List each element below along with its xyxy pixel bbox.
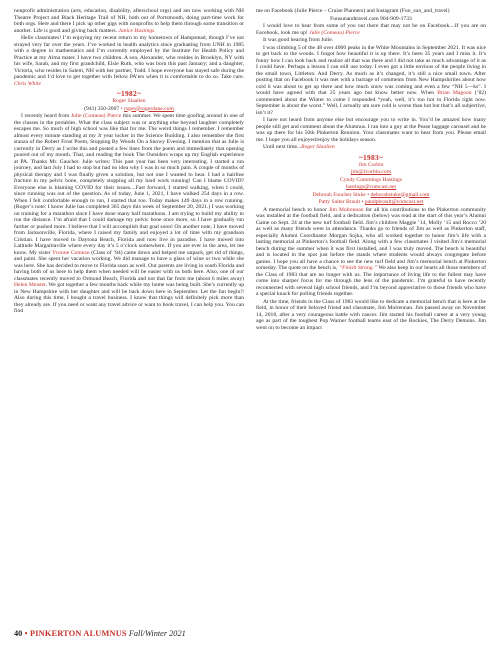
person-name: Brian Magoon (437, 90, 472, 96)
person-name: Julie (Comeau) Pierce (70, 113, 122, 119)
class-heading-1983 (256, 154, 486, 206)
paragraph: A memorial bench to honor Jim Mulrennan for all his contributions to the Pinkerton community was installed at the football field, and a dedication (below) was read at the start of this year’s Alumni Game on Sept. 24 at the new turf football field. Jim’s children Maggie ’14, Molly ’15 and Rocco ’20 as well as many friends were in attendance. Thanks go to friends of Jim as well as Pinkerton staff, especially Alumni Coordinator Morgan Sojka, who all worked together to honor Jim’s life with a lasting memorial at Pinkerton’s football field. Along with a few classmates I visited Jim’s memorial bench during the summer when it was first installed, and I was truly moved. The bench is beautiful and is located in the spot just before the stands where students would always congregate before games. I hope you all have a chance to see the new turf field and Jim’s memorial bench at Pinkerton someday. The quote on the bench is, “Finish Strong.” We also keep in our hearts all those members of the Class of 1983 that are no longer with us. The importance of living life to the fullest may have come into sharper focus for me through the lens of the pandemic. I’m grateful to have recently reconnected with several high school friends, and I’m beyond appreciative to those friends who have a special knack for pulling friends together. (256, 206, 486, 297)
author-name: Julie (Comeau) Pierce (309, 29, 360, 36)
paragraph: It was good hearing from Julie. (263, 37, 334, 43)
class-heading-1982 (14, 90, 244, 112)
class-year: ~1982~ (116, 89, 142, 98)
issue-date: Fall/Winter 2021 (128, 629, 186, 638)
class-rep-email-link[interactable]: jim@Jcorbin.com (350, 169, 392, 175)
class-rep-email-link[interactable]: deborahstuke@gmail.com (370, 191, 430, 198)
paragraph: nonprofit administration (arts, education, disability, afterschool orgs) and am now working with NH Theatre Project and Black Heritage Trail of NH, both out of Portsmouth, doing part-time work for both orgs. Here and there I pick up other gigs with nonprofits to help them through some transition or another. Life is good and giving back matters. Janice Hastings (14, 8, 244, 34)
class-rep-name: Cyndy Cummings Hastings (339, 176, 403, 183)
class-rep-name: Jim Corbin (358, 161, 384, 168)
person-name: Helen Meister (14, 282, 46, 288)
article-columns (14, 8, 486, 620)
paragraph: Until next time...Roger Slaalien (263, 144, 335, 150)
person-name: Jim Mulrennan (328, 206, 364, 213)
paragraph: I have not heard from anyone else but encourage you to write in. You’d be amazed how many people still get and comment about the Alumnus. I ran into a guy at the Pease luggage carousel and he was up there for his 50th Pinkerton Reunion. Your classmates want to hear from you. Please email me. I hope you all enjoyed/enjoy the holidays season. (256, 117, 486, 143)
left-column (14, 8, 244, 620)
page-number: 40 (14, 629, 23, 638)
author-name: Roger Slaalien (301, 144, 335, 150)
paragraph: I would love to hear from some of you out there that may not be on Facebook....If you are on Facebook, look me up! Julie (Comeau) Pierce (256, 23, 486, 36)
paragraph: I recently heard from Julie (Comeau) Pierce this summer. We spent time goofing around in one of the classes in the portables. What the class subject was or anything else beyond laughter completely escapes me. So much of high school was like that for me. The weird things I remember. I remember almost every minute standing at my Jr year locker in the Science Building. I also remember the first stanza of the Robert Frost Poem, Stopping By Woods On a Snowy Evening. I mention that as Julie is currently in Derry as I write this and posted a few lines from the poem and immediately that opening poured out of my mouth. That, and reading the book The Outsiders wraps up my English experience at PA. Thanks Mr. Gaucher. Julie writes: This past year has been very interesting. I started a run journey, and last July I had to stop but had no idea why I was in so much pain. A couple of months of physical therapy and I was finally given a solution, but not one I wanted to hear. I had a hairline fracture in my pelvic bone, completely stopping all my hard work running! Can I blame COVID? Everyone else is blaming COVID for their issues....Fast forward, I started walking, when I could, since running was out of the question. As of today, June 1, 2021, I have walked 254 days in a row. When I felt comfortable enough to run, I started that too. Today makes 149 days in a row running. (Roger’s note: I know Julie has completed 365 days this week of September 20, 2021.) I was working on training for a marathon since I have done many half marathons. I am trying to build my ability to run the distance. I’m afraid that I could damage my pelvic bone once more, so I have gradually run farther or pushed more. I believe that I will accomplish that goal soon! On another note, I have moved from Jacksonville, Florida, where I raised my family and enjoyed a lot of time with my grandson Cristian. I have moved to Daytona Beach, Florida and now live in paradise. I have moved into Latitude Margaritaville where every day it’s 5 o’clock somewhere. If you are ever in the area, let me know. My sister Yvonne Comeau (Class of ’84) came down and helped me unpack, get rid of things, and paint. She spent her vacation working. We did manage to have a glass of wine or two while she was here. She has decided to move to Florida soon as well. Our parents are living in south Florida and having both of us here to help them when needed will be easier with us both here. Also, one of our classmates recently moved to Ormond Beach, Florida and not that far from me (about 6 miles away) Helen Meister. We got together a few months back while my home was being built. She’s currently up in New Hampshire with her daughter and will be back down here in September. Let the fun begin!! Also during this time, I bought a travel business. I know that things will definitely pick more than they already are. If you need or want any travel advice or want to book travel, I can help you. You can find (14, 113, 244, 314)
page-footer (14, 629, 186, 639)
author-name: Chris White (14, 80, 41, 87)
class-rep-email-link[interactable]: hastings@comcast.net (345, 184, 397, 190)
right-column (256, 8, 486, 620)
paragraph: I was climbing 5 of the 48 over 4000 peaks in the White Mountains in September 2021. It was nice to get back to the woods. I forgot how beautiful it is up there. It’s been 35 years and I miss it. It’s funny how I can look back and realize all that was there and I did not take as much advantage of it as I could have. Perhaps a lesson I can still use today. I even got a little envious of the people living in the small town, Littleton. And Derry. As much as it’s changed, it’s still a nice small town. After posting that on Facebook it was met with a barrage of comments from New Hampshirites about how cold it was about to get up there and how much snow was coming and even a few “NH 5—ks”. I would have agreed with that 25 years ago but know better now. When Brian Magoon (’82) commented about the Winter to come I responded “yeah, well, it’s too hot in Florida right now. September is about the worst.” Well, I actually am sure cold is worse than hot but that’s all subjective, isn’t it? (256, 44, 486, 116)
paragraph: At the time, friends in the Class of 1983 would like to dedicate a memorial bench that is here at the field, in honor of their beloved friend and classmate, Jim Mulrennan. Jim passed away on November 14, 2018, after a very courageous battle with cancer. Jim started his football career at a very young age as part of the toughest Pop Warner football teams east of the Rockies, The Derry Demons. Jim went on to become an impact (256, 298, 486, 331)
bench-quote: “Finish Strong.” (338, 265, 378, 271)
publication-title: PINKERTON ALUMNUS (29, 629, 127, 638)
paragraph: me on Facebook (Julie Pierce – Cruise Planners) and Instagram (Fun_sun_and_travel) (256, 8, 450, 14)
footer-separator: • (22, 629, 30, 638)
author-name: Janice Hastings (118, 27, 155, 34)
person-name: Yvonne Comeau (51, 249, 90, 256)
class-rep-contact: Deborah Foucher Stuke • deborahstuke@gmail.com (312, 191, 430, 198)
paragraph: Hello classmates! I’m enjoying my recent return to my hometown of Hampstead, though I’ve not strayed very far over the years. I’ve worked in health analytics since graduating from UNH in 1985 with a degree in mathematics and I’m currently employed by the Institute for Health Policy and Practice at my Alma mater. I have two children. A son, Alexander, who resides in Brooklyn, NY with his wife, Sarah, and my first grandchild, Elsie Ruth, who was born this past January; and a daughter, Victoria, who resides in Salem, NH with her partner, Todd. I hope everyone has stayed safe during the pandemic and I’d love to get together with fellow PA’ers when it is comfortable to do so. Take care. Chris White (14, 35, 244, 87)
class-rep-email-link[interactable]: rsger@rogerdane.com (123, 105, 174, 112)
class-rep-contact: Patty Salter Brault • pandpbrault@comcast.net (318, 199, 424, 205)
class-rep-name: Roger Slaalien (112, 98, 146, 104)
class-rep-email-link[interactable]: pandpbrault@comcast.net (364, 199, 424, 205)
class-rep-contact: (941) 350-2007 • rsger@rogerdane.com (84, 105, 174, 112)
class-year: ~1983~ (358, 152, 384, 162)
website-contact: Funsunandtravel.com 904-909-1733 (330, 15, 412, 22)
